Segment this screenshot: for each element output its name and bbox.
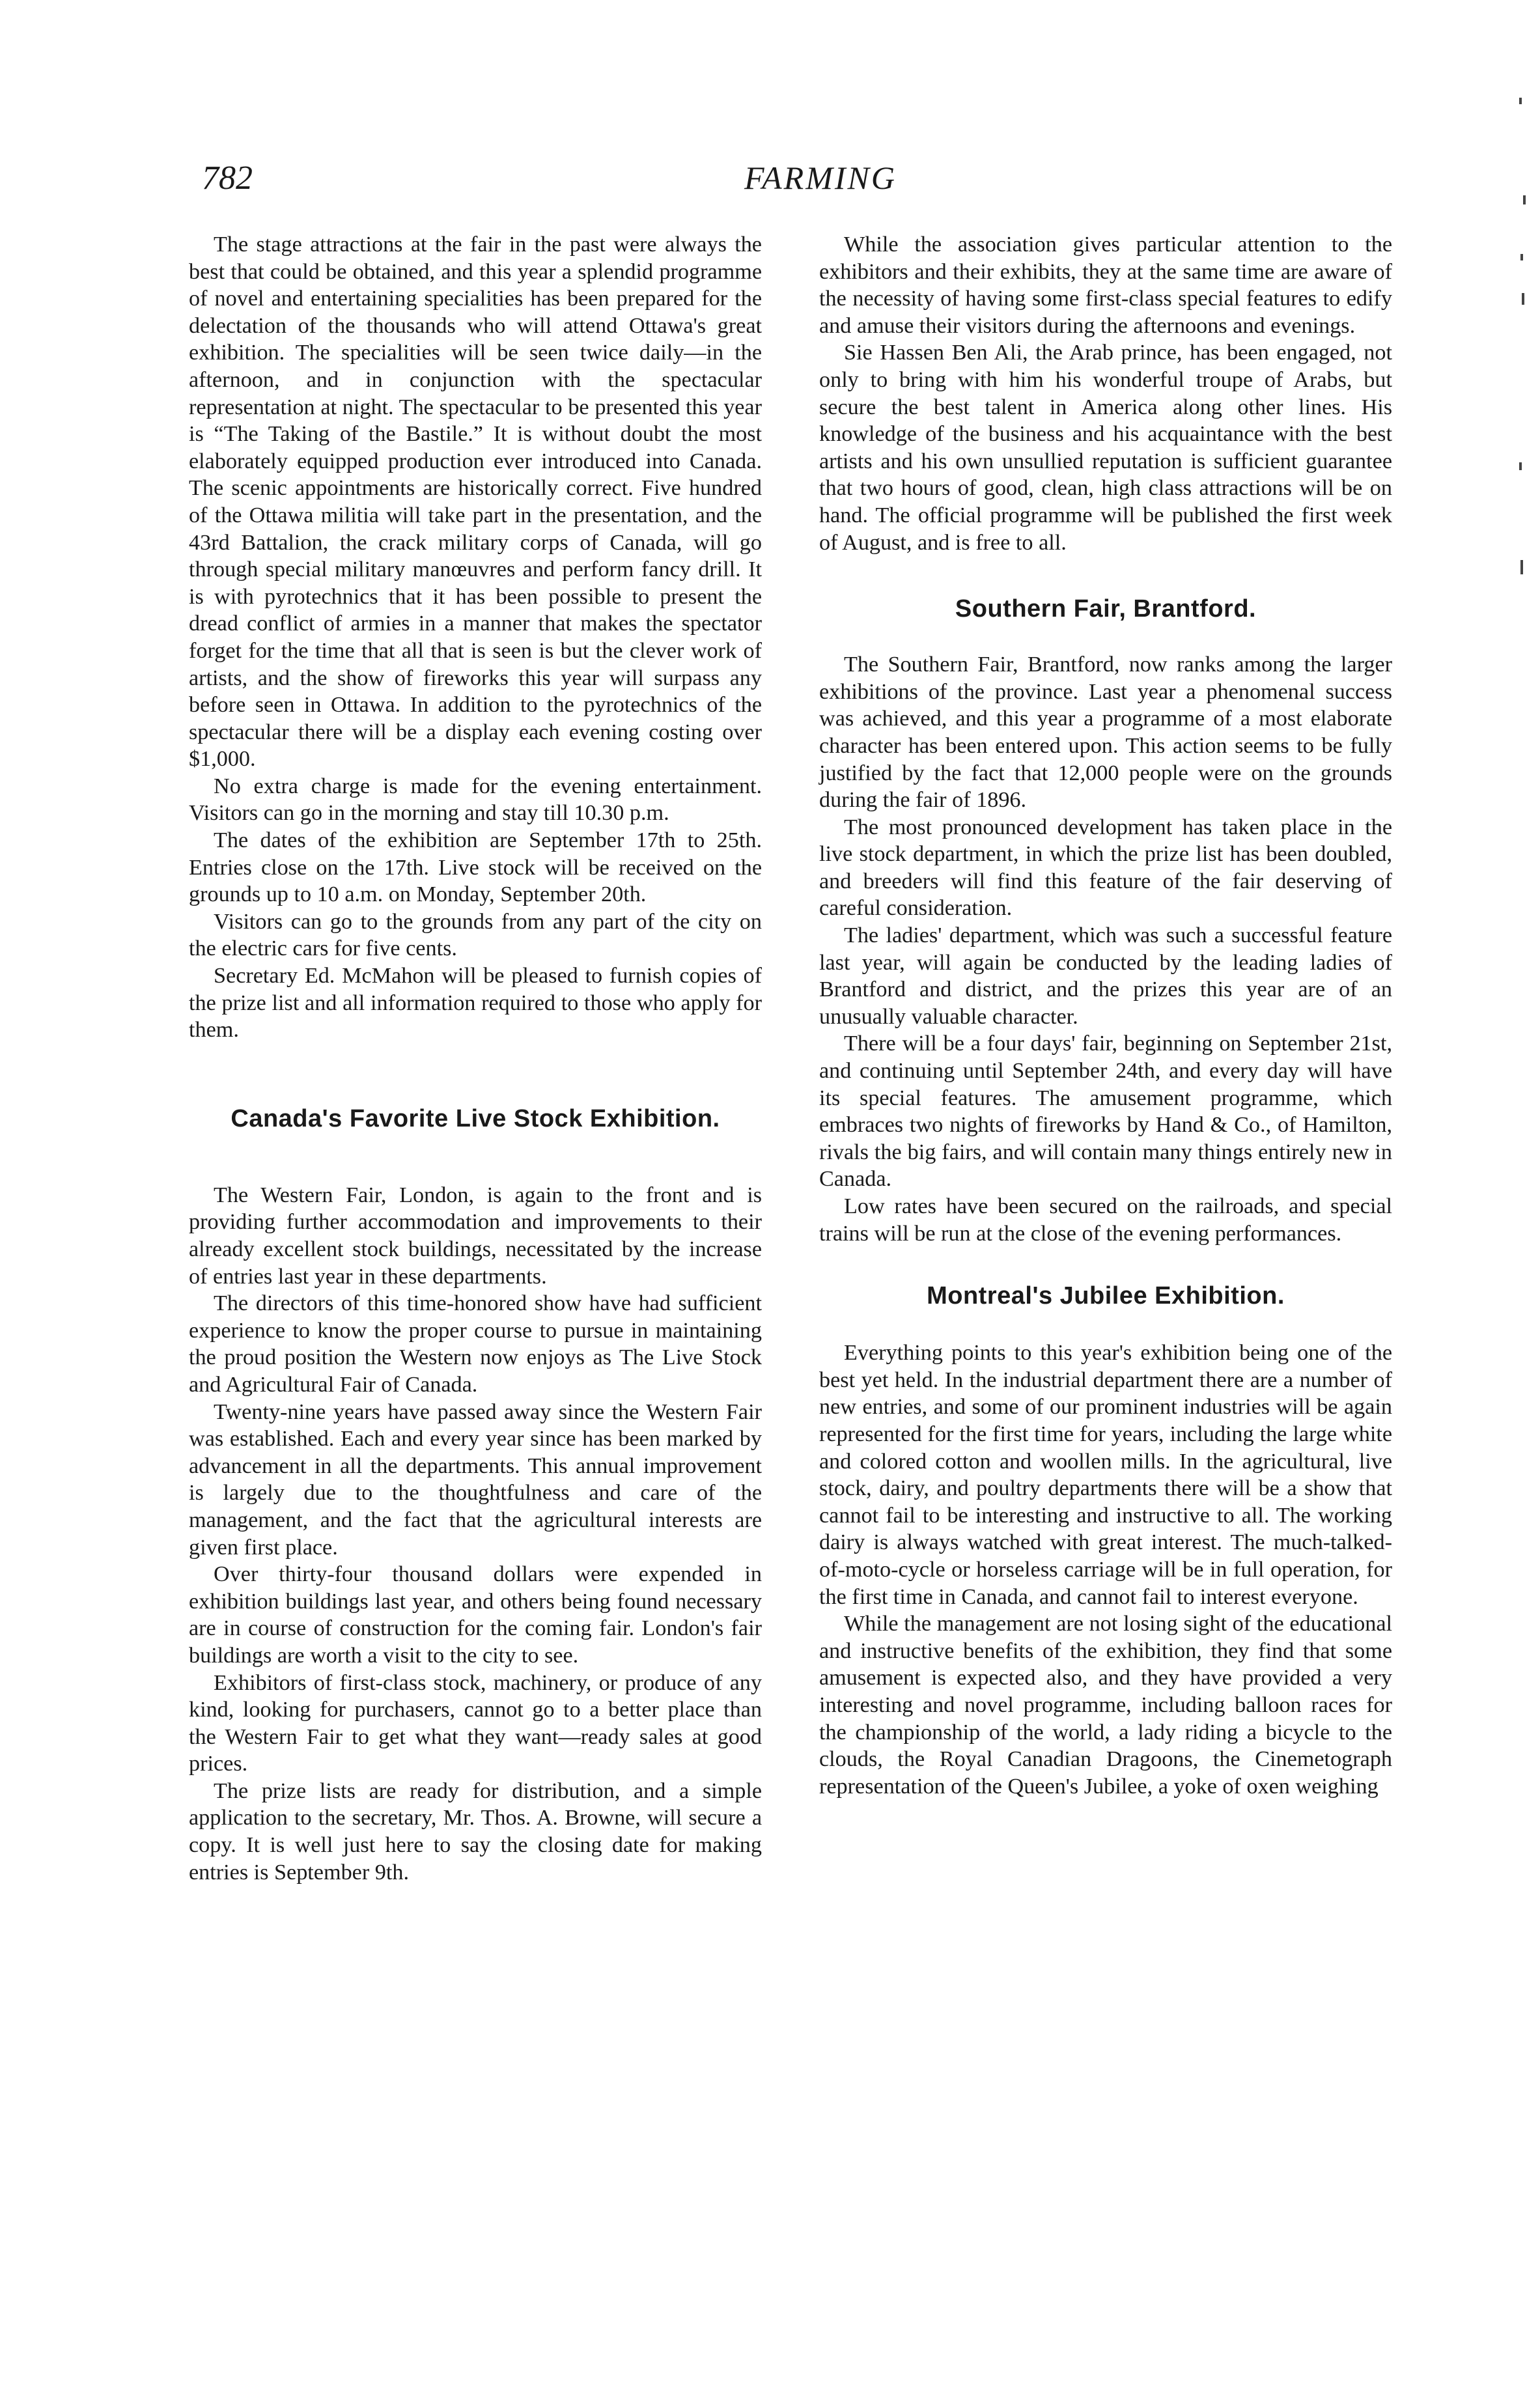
paragraph: Over thirty-four thousand dollars were expended in exhibition buildings last year, and others being found necessary are in course of construction for the coming fair. London's fair buildings are worth a visit to the city to see.	[189, 1562, 762, 1668]
right-column	[819, 231, 1392, 1800]
paragraph: The dates of the exhibition are September 17th to 25th. Entries close on the 17th. Live stock will be received on the grounds up to 10 a.m. on Monday, September 20th.	[189, 828, 762, 907]
paragraph: The most pronounced development has taken place in the live stock department, in which the prize list has been doubled, and breeders will find this feature of the fair deserving of careful consideration.	[819, 815, 1392, 921]
section-heading-canada-favorite: Canada's Favorite Live Stock Exhibition.	[231, 1104, 720, 1132]
margin-mark	[1522, 293, 1524, 305]
paragraph: Everything points to this year's exhibition being one of the best yet held. In the industrial department there are a number of new entries, and some of our prominent industries will be again represented for the first time for years, including the large white and colored cotton and woollen mills. In the agricultural, live stock, dairy, and poultry departments there will be a show that cannot fail to be interesting and instructive to all. The working dairy is always watched with great interest. The much-talked-of-moto-cycle or horseless carriage will be in full operation, for the first time in Canada, and cannot fail to interest everyone.	[819, 1341, 1392, 1609]
margin-mark	[1523, 195, 1526, 204]
paragraph: There will be a four days' fair, beginning on September 21st, and continuing until September 24th, and every day will have its special features. The amusement programme, which embraces two nights of fireworks by Hand & Co., of Hamilton, rivals the big fairs, and will contain many things entirely new in Canada.	[819, 1031, 1392, 1192]
paragraph: Secretary Ed. McMahon will be pleased to furnish copies of the prize list and all information required to those who apply for them.	[189, 964, 762, 1043]
paragraph: Exhibitors of first-class stock, machinery, or produce of any kind, looking for purchasers, cannot go to a better place than the Western Fair to get what they want—ready sales at good prices.	[189, 1670, 762, 1776]
paragraph: Low rates have been secured on the railroads, and special trains will be run at the close of the evening performances.	[819, 1194, 1392, 1246]
page-header	[202, 159, 1439, 204]
paragraph: Twenty-nine years have passed away since the Western Fair was established. Each and every year since has been marked by advancement in all the departments. This annual improvement is largely due to the thoughtfulness and care of the management, and the fact that the agricultural interests are given first place.	[189, 1399, 762, 1560]
margin-mark	[1519, 98, 1522, 104]
paragraph: The Western Fair, London, is again to the front and is providing further accommodation and improvements to their already excellent stock buildings, necessitated by the increase of entries last year in these departments.	[189, 1183, 762, 1289]
section-heading-southern-fair: Southern Fair, Brantford.	[955, 595, 1257, 623]
page-number: 782	[202, 160, 253, 197]
paragraph: While the association gives particular attention to the exhibitors and their exhibits, they at the same time are aware of the necessity of having some first-class special features to edify and amuse their visitors during the afternoons and evenings.	[819, 232, 1392, 338]
paragraph: Visitors can go to the grounds from any part of the city on the electric cars for five cents.	[189, 909, 762, 961]
section-heading-montreal-jubilee: Montreal's Jubilee Exhibition.	[927, 1282, 1285, 1310]
paragraph: The ladies' department, which was such a successful feature last year, will again be conducted by the leading ladies of Brantford and district, and the prizes this year are of an unusually valuable character.	[819, 923, 1392, 1029]
paragraph: The directors of this time-honored show have had sufficient experience to know the proper course to pursue in maintaining the proud position the Western now enjoys as The Live Stock and Agricultural Fair of Canada.	[189, 1291, 762, 1397]
paragraph: The Southern Fair, Brantford, now ranks among the larger exhibitions of the province. Last year a phenomenal success was achieved, and this year a programme of a most elaborate character has been entered upon. This action seems to be fully justified by the fact that 12,000 people were on the grounds during the fair of 1896.	[819, 652, 1392, 813]
paragraph: No extra charge is made for the evening entertainment. Visitors can go in the morning and stay till 10.30 p.m.	[189, 774, 762, 826]
margin-mark	[1520, 254, 1523, 260]
left-column	[189, 231, 762, 1886]
margin-mark	[1520, 560, 1523, 574]
running-title: FARMING	[744, 160, 897, 196]
paragraph: The stage attractions at the fair in the past were always the best that could be obtained, and this year a splendid programme of novel and entertaining specialities has been prepared for the delectation of the thousands who will attend Ottawa's great exhibition. The specialities will be seen twice daily—in the afternoon, and in conjunction with the spectacular representation at night. The spectacular to be presented this year is “The Taking of the Bastile.” It is without doubt the most elaborately equipped production ever introduced into Canada. The scenic appointments are historically correct. Five hundred of the Ottawa militia will take part in the presentation, and the 43rd Battalion, the crack military corps of Canada, will go through special military manœuvres and perform fancy drill. It is with pyrotechnics that it has been possible to present the dread conflict of armies in a manner that makes the spectator forget for the time that all that is seen is but the clever work of artists, and the show of fireworks this year will surpass any before seen in Ottawa. In addition to the pyrotechnics of the spectacular there will be a display each evening costing over $1,000.	[189, 232, 762, 772]
paragraph: While the management are not losing sight of the educational and instructive benefits of the exhibition, they find that some amusement is expected also, and they have provided a very interesting and novel programme, including balloon races for the championship of the world, a lady riding a bicycle to the clouds, the Royal Canadian Dragoons, the Cinemetograph representation of the Queen's Jubilee, a yoke of oxen weighing	[819, 1612, 1392, 1799]
margin-mark	[1519, 462, 1522, 470]
paragraph: Sie Hassen Ben Ali, the Arab prince, has been engaged, not only to bring with him his wonderful troupe of Arabs, but secure the best talent in America along other lines. His knowledge of the business and his acquaintance with the best artists and his own unsullied reputation is sufficient guarantee that two hours of good, clean, high class attractions will be on hand. The official programme will be published the first week of August, and is free to all.	[819, 341, 1392, 555]
paragraph: The prize lists are ready for distribution, and a simple application to the secretary, Mr. Thos. A. Browne, will secure a copy. It is well just here to say the closing date for making entries is September 9th.	[189, 1778, 762, 1885]
